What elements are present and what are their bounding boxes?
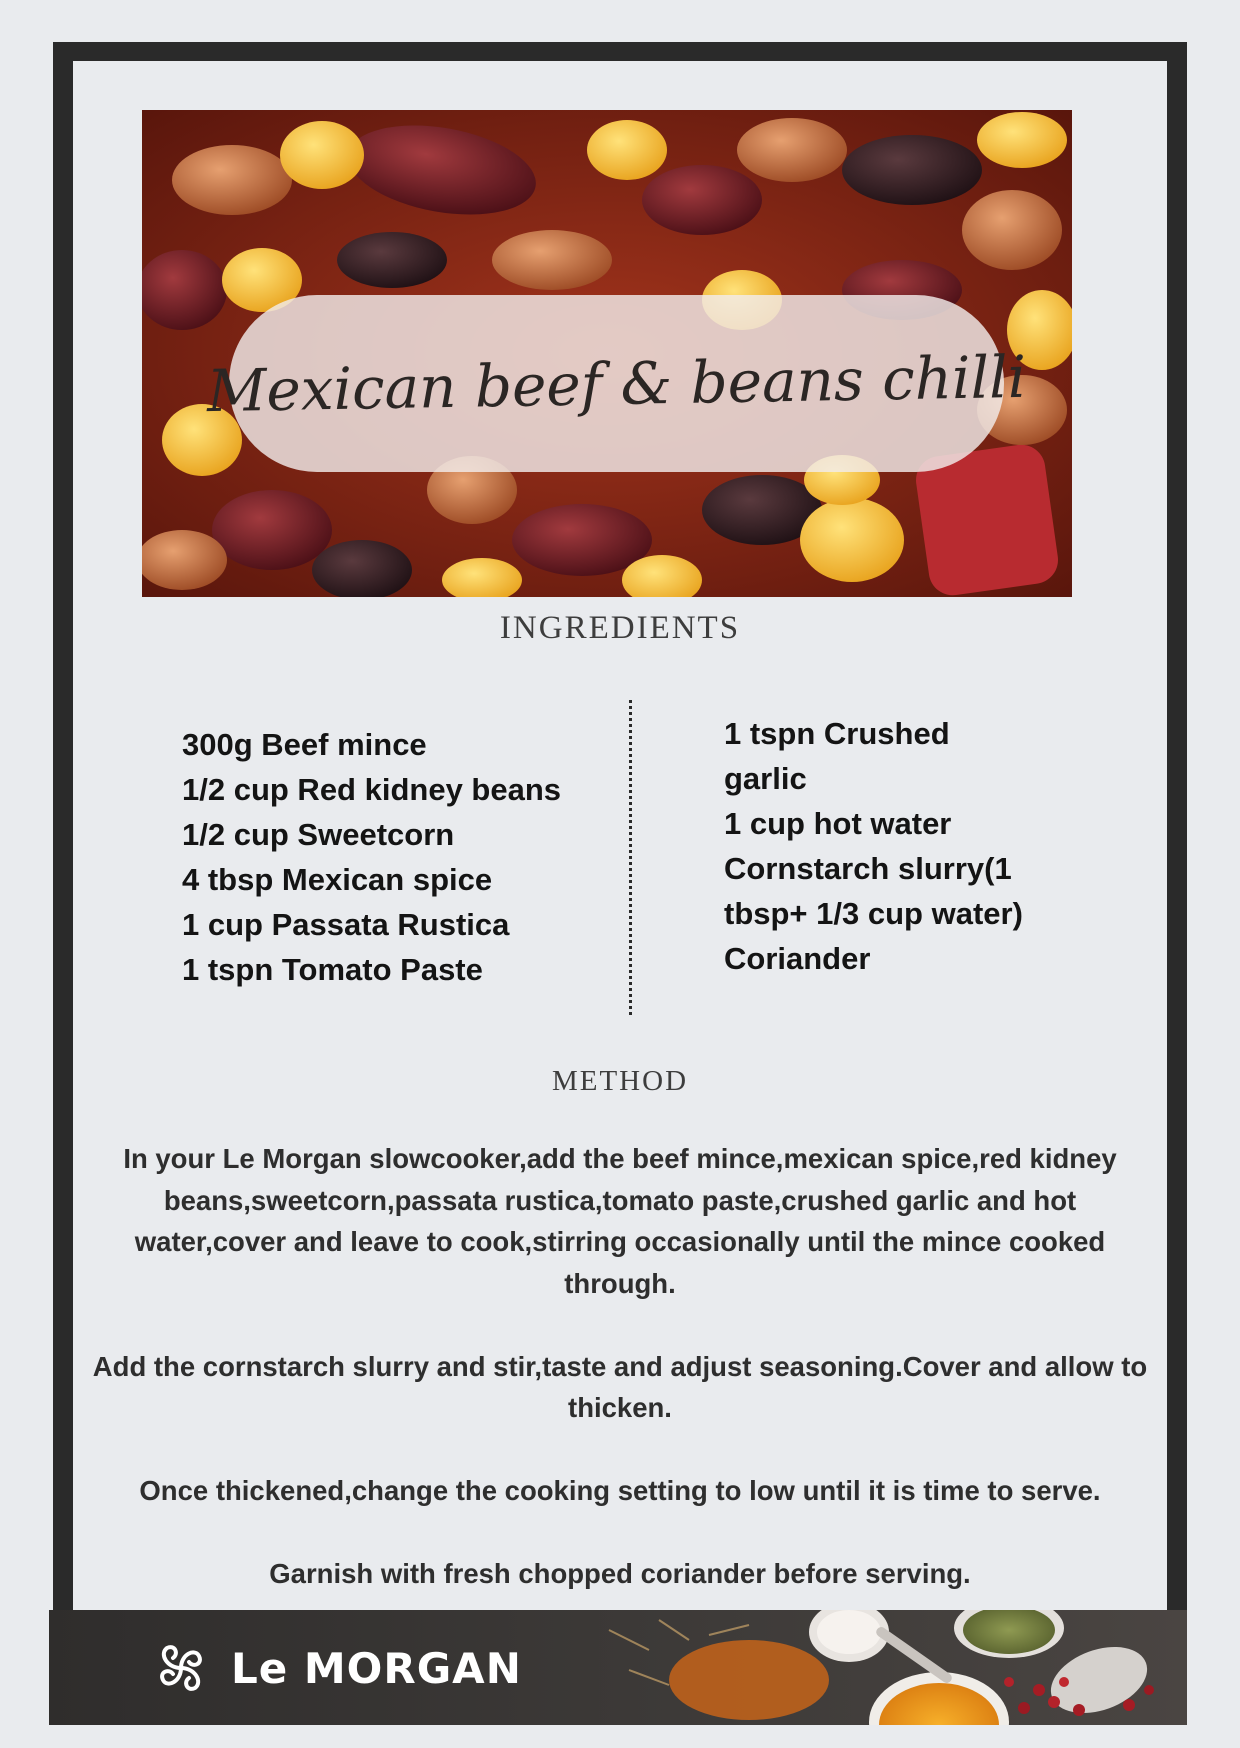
ingredient-item: Cornstarch slurry(1 [724, 851, 1012, 886]
brand-name: Le MORGAN [231, 1643, 522, 1693]
recipe-title-banner [206, 295, 1027, 472]
ingredient-item: 1 tspn Crushed [724, 716, 950, 751]
footer-banner [49, 1610, 1187, 1725]
ingredient-item: 1 cup hot water [724, 806, 952, 841]
ingredient-item: 1/2 cup Red kidney beans [182, 772, 562, 807]
brand-logo [149, 1638, 522, 1698]
method-step: Once thickened,change the cooking setting to low until it is time to serve. [139, 1475, 1101, 1506]
ingredient-item: 4 tbsp Mexican spice [182, 862, 493, 897]
ingredient-item: tbsp+ 1/3 cup water) [724, 896, 1023, 931]
ingredient-item: Coriander [724, 941, 871, 976]
ingredient-item: 1 tspn Tomato Paste [182, 952, 483, 987]
ingredients-divider [629, 700, 632, 1015]
method-step: In your Le Morgan slowcooker,add the beef mince,mexican spice,red kidney beans,sweetcorn,passata rustica,tomato paste,crushed garlic and hot water,cover and leave to cook,stirring occasionally until the mince cooked through. [123, 1143, 1117, 1299]
method-step: Garnish with fresh chopped coriander before serving. [269, 1558, 971, 1589]
ingredient-item: 300g Beef mince [182, 727, 427, 762]
swirl-logo-icon [149, 1638, 213, 1698]
method-text [90, 1138, 1150, 1636]
ingredients-heading: INGREDIENTS [499, 610, 741, 646]
ingredients-left-column [182, 722, 561, 992]
ingredient-item: 1/2 cup Sweetcorn [182, 817, 455, 852]
ingredients-right-column [724, 711, 1023, 981]
ingredient-item: garlic [724, 761, 807, 796]
recipe-title: Mexican beef & beans chilli [206, 342, 1027, 425]
method-heading: METHOD [551, 1065, 689, 1097]
ingredient-item: 1 cup Passata Rustica [182, 907, 510, 942]
method-step: Add the cornstarch slurry and stir,taste and adjust seasoning.Cover and allow to thicken. [92, 1350, 1148, 1423]
